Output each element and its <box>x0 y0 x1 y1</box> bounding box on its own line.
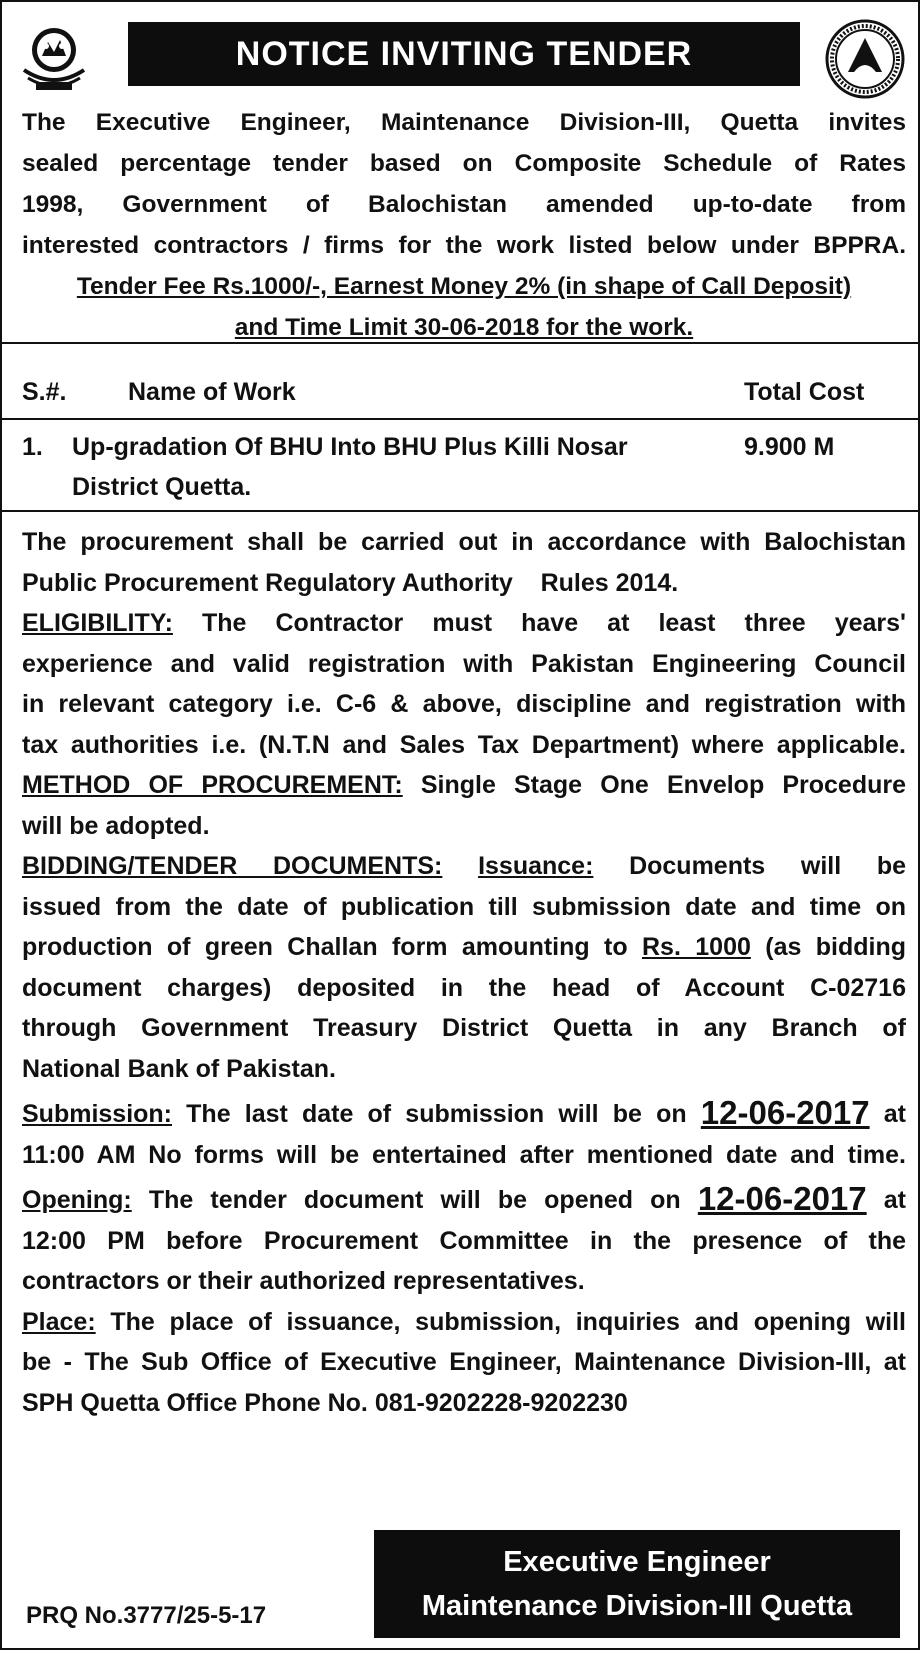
issuance-line: issued from the date of publication till submission date and time on <box>22 892 906 921</box>
submission-label: Submission: <box>22 1100 173 1128</box>
issuance-text: production of green Challan form amounting to <box>22 933 642 961</box>
place-text: The place of issuance, submission, inquiries and opening will <box>95 1307 906 1336</box>
divider <box>2 418 918 420</box>
row-name-line: Up-gradation Of BHU Into BHU Plus Killi Nosar <box>72 433 628 461</box>
procurement-line: Public Procurement Regulatory Authority Rules 2014. <box>22 568 679 597</box>
row-sno: 1. <box>22 433 43 461</box>
issuance-line: through Government Treasury District Quetta in any Branch of <box>22 1014 906 1042</box>
time-limit-line: and Time Limit 30-06-2018 for the work. <box>234 314 694 341</box>
place-line: be - The Sub Office of Executive Engineer, Maintenance Division-III, at <box>22 1348 906 1376</box>
header <box>2 2 920 102</box>
procurement-line: The procurement shall be carried out in accordance with Balochistan <box>22 528 906 556</box>
signature-division: Maintenance Division-III Quetta <box>421 1590 853 1622</box>
terms-body <box>22 522 906 1423</box>
submission-line: 11:00 AM No forms will be entertained after mentioned date and time. <box>22 1140 906 1169</box>
eligibility-text: The Contractor must have at least three years' <box>172 609 906 637</box>
issuance-line <box>22 927 906 968</box>
tender-fee-line: Tender Fee Rs.1000/-, Earnest Money 2% (in shape of Call Deposit) <box>76 273 852 300</box>
submission-date: 12-06-2017 <box>700 1094 870 1131</box>
method-line: will be adopted. <box>22 811 210 840</box>
eligibility-line: in relevant category i.e. C-6 & above, discipline and registration with <box>22 690 906 718</box>
intro-line: The Executive Engineer, Maintenance Division-III, Quetta invites <box>22 109 906 136</box>
eligibility-line: tax authorities i.e. (N.T.N and Sales Tax Department) where applicable. <box>22 730 906 759</box>
opening-text: The tender document will be opened on <box>131 1186 698 1214</box>
issuance-line: document charges) deposited in the head of Account C-02716 <box>22 973 906 1002</box>
method-label: METHOD OF PROCUREMENT: <box>22 771 403 799</box>
method-line <box>22 765 906 806</box>
intro-paragraph <box>22 102 906 348</box>
department-seal-icon <box>824 18 906 100</box>
column-header-name: Name of Work <box>128 378 296 406</box>
submission-at: at <box>869 1100 906 1128</box>
divider <box>2 510 918 512</box>
submission-line <box>22 1093 906 1135</box>
intro-line: 1998, Government of Balochistan amended up-to-date from <box>22 191 906 218</box>
signature-title: Executive Engineer <box>503 1546 771 1578</box>
column-header-sno: S.#. <box>22 378 67 406</box>
method-text: Single Stage One Envelop Procedure <box>402 771 907 799</box>
issuance-text: (as bidding <box>750 933 906 961</box>
signature-block <box>374 1530 900 1638</box>
bidding-line <box>22 846 906 887</box>
prq-number: PRQ No.3777/25-5-17 <box>26 1602 267 1629</box>
opening-line: 12:00 PM before Procurement Committee in the presence of the <box>22 1226 906 1255</box>
eligibility-line <box>22 603 906 644</box>
opening-line <box>22 1179 906 1221</box>
eligibility-line: experience and valid registration with Pakistan Engineering Council <box>22 649 906 678</box>
eligibility-label: ELIGIBILITY: <box>22 609 173 637</box>
place-line: SPH Quetta Office Phone No. 081-9202228-9202230 <box>22 1388 628 1417</box>
place-label: Place: <box>22 1307 96 1336</box>
opening-at: at <box>866 1186 906 1214</box>
place-line <box>22 1302 906 1343</box>
bidding-label: BIDDING/TENDER DOCUMENTS: <box>22 852 443 880</box>
opening-label: Opening: <box>22 1186 132 1214</box>
submission-text: The last date of submission will be on <box>172 1100 701 1128</box>
row-name-line: District Quetta. <box>72 473 252 501</box>
intro-line: sealed percentage tender based on Composite Schedule of Rates <box>22 150 906 177</box>
opening-date: 12-06-2017 <box>697 1180 867 1217</box>
column-header-cost: Total Cost <box>744 378 865 406</box>
issuance-text: Documents will be <box>593 852 906 880</box>
row-cost: 9.900 M <box>744 433 835 461</box>
table-header <box>22 372 902 412</box>
government-emblem-icon <box>16 20 92 96</box>
issuance-line: National Bank of Pakistan. <box>22 1054 336 1083</box>
issuance-label: Issuance: <box>478 852 594 880</box>
divider <box>2 342 918 344</box>
issuance-amount: Rs. 1000 <box>641 933 751 961</box>
opening-line: contractors or their authorized representatives. <box>22 1267 585 1295</box>
row-name <box>72 427 672 507</box>
notice-title: NOTICE INVITING TENDER <box>128 22 800 86</box>
intro-line: interested contractors / firms for the work listed below under BPPRA. <box>22 232 906 259</box>
